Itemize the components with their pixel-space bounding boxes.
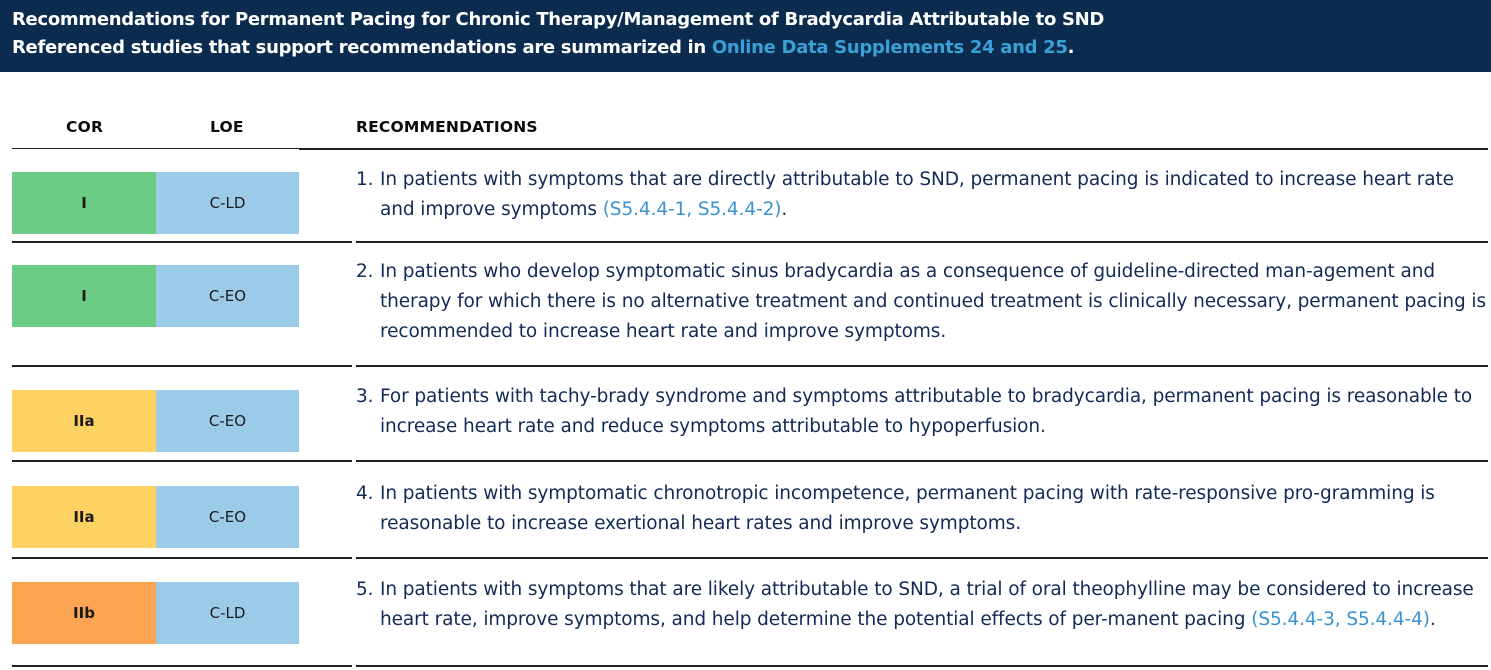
subtitle-suffix: . (1067, 37, 1075, 58)
header-loe: LOE (210, 118, 244, 136)
header-cor: COR (66, 118, 104, 136)
recommendation-text (356, 165, 1488, 225)
recommendation-number: 3. (356, 386, 374, 407)
row-divider-left (12, 241, 352, 243)
loe-badge: C-EO (156, 390, 299, 452)
loe-badge: C-LD (156, 172, 299, 234)
recommendation-body: In patients who develop symptomatic sinus bradycardia as a consequence of guideline-directed man-agement and therapy for which there is no alternative treatment and continued treatment is clinically necessary, permanent pacing is recommended to increase heart rate and improve symptoms. (380, 261, 1486, 342)
recommendation-text (356, 382, 1488, 442)
recommendation-number: 2. (356, 261, 374, 282)
header-recommendations: RECOMMENDATIONS (356, 118, 538, 136)
recommendation-end: . (781, 199, 788, 220)
recommendation-text (356, 257, 1488, 347)
cor-badge: I (12, 265, 156, 327)
recommendation-body: In patients with symptoms that are directly attributable to SND, permanent pacing is indicated to increase heart rate and improve symptoms (380, 169, 1454, 220)
cor-badge: IIa (12, 486, 156, 548)
row-divider-right (356, 241, 1488, 243)
recommendation-text (356, 575, 1488, 635)
recommendation-body: In patients with symptoms that are likely attributable to SND, a trial of oral theophylline may be considered to increase heart rate, improve symptoms, and help determine the potential effects of per-manent pacing (380, 579, 1474, 630)
header-rule-left (12, 148, 299, 149)
loe-badge: C-EO (156, 486, 299, 548)
table-title: Recommendations for Permanent Pacing for Chronic Therapy/Management of Bradycardia Attributable to SND (12, 9, 1105, 30)
row-divider-right (356, 557, 1488, 559)
table-subtitle (12, 34, 1479, 62)
recommendation-number: 5. (356, 579, 374, 600)
recommendation-number: 4. (356, 483, 374, 504)
loe-badge: C-LD (156, 582, 299, 644)
header-rule-right (299, 148, 1488, 150)
recommendation-body: For patients with tachy-brady syndrome and symptoms attributable to bradycardia, permanent pacing is reasonable to increase heart rate and reduce symptoms attributable to hypoperfusion. (380, 386, 1473, 437)
subtitle-prefix: Referenced studies that support recommendations are summarized in (12, 37, 712, 58)
row-divider-right (356, 665, 1488, 667)
loe-badge: C-EO (156, 265, 299, 327)
row-divider-right (356, 365, 1488, 367)
recommendation-number: 1. (356, 169, 374, 190)
row-divider-right (356, 460, 1488, 462)
row-divider-left (12, 557, 352, 559)
row-divider-left (12, 460, 352, 462)
recommendation-text (356, 479, 1488, 539)
cor-badge: I (12, 172, 156, 234)
recommendation-end: . (1429, 609, 1436, 630)
table-banner (0, 0, 1491, 72)
cor-badge: IIb (12, 582, 156, 644)
row-divider-left (12, 665, 352, 667)
row-divider-left (12, 365, 352, 367)
recommendation-body: In patients with symptomatic chronotropic incompetence, permanent pacing with rate-responsive pro-gramming is reasonable to increase exertional heart rates and improve symptoms. (380, 483, 1435, 534)
reference-link[interactable]: (S5.4.4-3, S5.4.4-4) (1251, 609, 1430, 630)
reference-link[interactable]: (S5.4.4-1, S5.4.4-2) (602, 199, 782, 220)
data-supplements-link[interactable]: Online Data Supplements 24 and 25 (711, 37, 1068, 58)
cor-badge: IIa (12, 390, 156, 452)
